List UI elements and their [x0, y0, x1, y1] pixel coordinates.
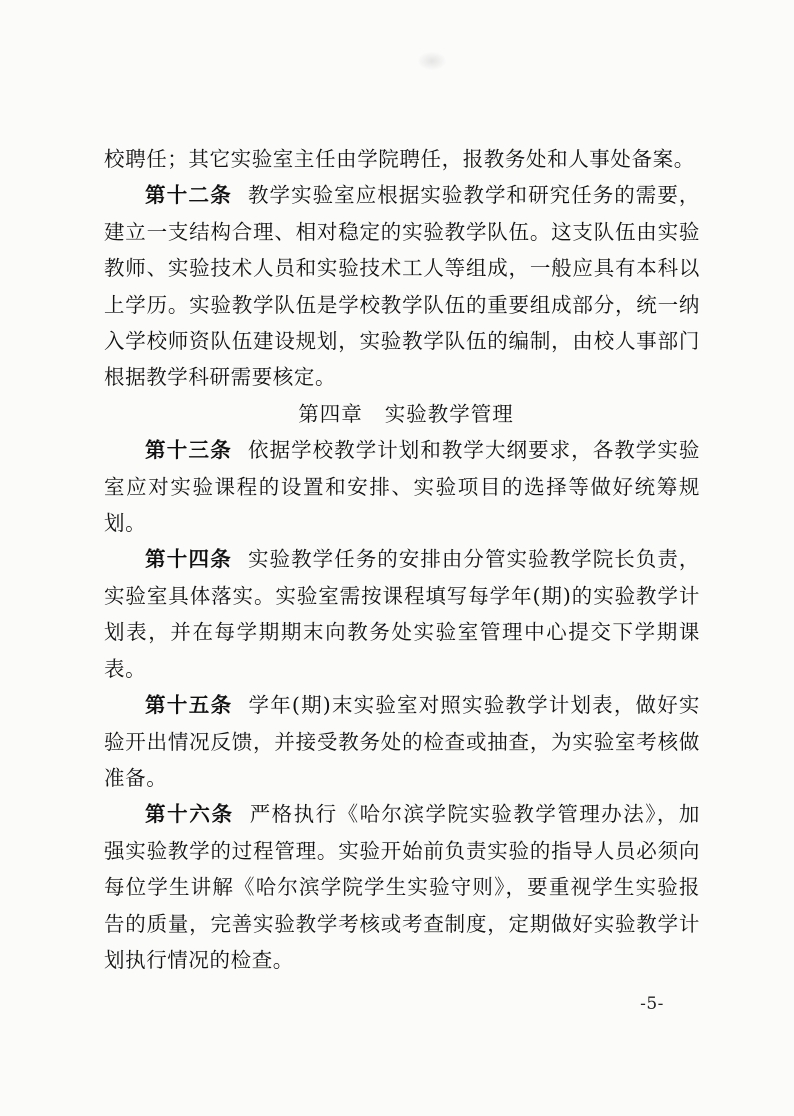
article-15	[104, 687, 700, 796]
article-12	[104, 177, 700, 395]
article-heading: 第十三条	[145, 438, 232, 463]
chapter-heading	[104, 396, 700, 432]
article-text: 依据学校教学计划和教学大纲要求，各教学实验室应对实验课程的设置和安排、实验项目的选择等做好统筹规划。	[104, 438, 700, 536]
chapter-number: 第四章	[298, 401, 363, 426]
article-text: 教学实验室应根据实验教学和研究任务的需要，建立一支结构合理、相对稳定的实验教学队伍。这支队伍由实验教师、实验技术人员和实验技术工人等组成，一般应具有本科以上学历。实验教学队伍是学校教学队伍的重要组成部分，统一纳入学校师资队伍建设规划，实验教学队伍的编制，由校人事部门根据教学科研需要核定。	[104, 183, 700, 390]
paragraph-continuation	[104, 141, 700, 177]
article-heading: 第十六条	[145, 802, 234, 827]
scan-smudge	[418, 52, 446, 70]
article-text: 实验教学任务的安排由分管实验教学院长负责，实验室具体落实。实验室需按课程填写每学年(期)的实验教学计划表，并在每学期期末向教务处实验室管理中心提交下学期课表。	[104, 547, 700, 681]
article-16	[104, 796, 700, 978]
paragraph-text: 校聘任；其它实验室主任由学院聘任，报教务处和人事处备案。	[104, 147, 695, 171]
article-13	[104, 432, 700, 541]
article-heading: 第十五条	[145, 693, 233, 718]
article-text: 学年(期)末实验室对照实验教学计划表，做好实验开出情况反馈，并接受教务处的检查或抽查，为实验室考核做准备。	[104, 693, 700, 790]
article-heading: 第十四条	[145, 547, 232, 572]
article-text: 严格执行《哈尔滨学院实验教学管理办法》，加强实验教学的过程管理。实验开始前负责实验的指导人员必须向每位学生讲解《哈尔滨学院学生实验守则》，要重视学生实验报告的质量，完善实验教学考核或考查制度，定期做好实验教学计划执行情况的检查。	[104, 802, 700, 972]
document-body	[104, 141, 700, 978]
chapter-title: 实验教学管理	[384, 401, 514, 426]
article-14	[104, 541, 700, 687]
article-heading: 第十二条	[145, 183, 232, 208]
page-number: -5-	[640, 994, 664, 1014]
